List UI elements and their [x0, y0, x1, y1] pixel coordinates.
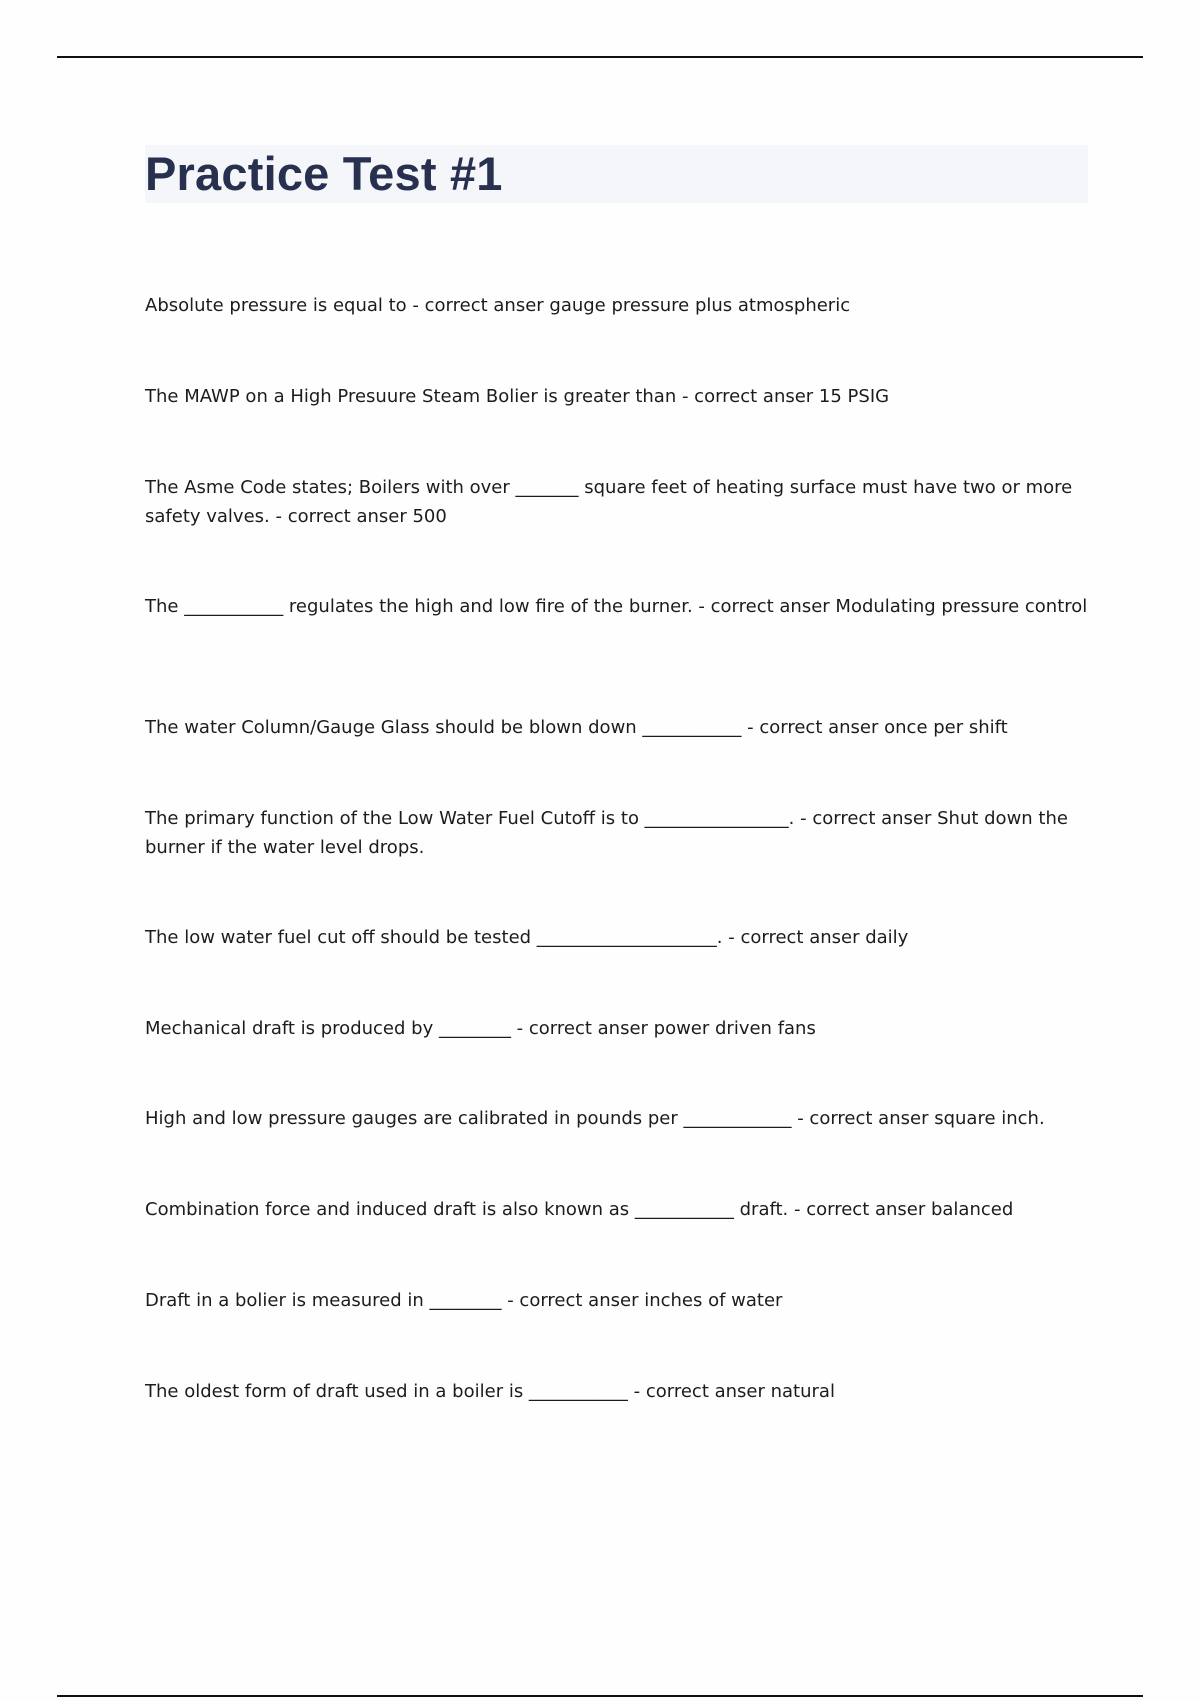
question-item: The ___________ regulates the high and low fire of the burner. - correct anser Modulating pressure control — [145, 596, 1088, 617]
question-item: Draft in a bolier is measured in ________ - correct anser inches of water — [145, 1290, 783, 1311]
question-item: The oldest form of draft used in a boiler is ___________ - correct anser natural — [145, 1381, 835, 1402]
page-title: Practice Test #1 — [145, 147, 503, 200]
header-rule — [57, 56, 1143, 58]
question-item: The primary function of the Low Water Fuel Cutoff is to ________________. - correct anser Shut down the burner if the water level drops. — [145, 808, 1068, 858]
question-item: The low water fuel cut off should be tested ____________________. - correct anser daily — [145, 927, 909, 948]
question-item: The Asme Code states; Boilers with over _______ square feet of heating surface must have two or more safety valves. - correct anser 500 — [145, 477, 1073, 527]
question-item: The MAWP on a High Presuure Steam Bolier is greater than - correct anser 15 PSIG — [145, 386, 890, 407]
question-item: Combination force and induced draft is also known as ___________ draft. - correct anser balanced — [145, 1199, 1014, 1220]
question-item: The water Column/Gauge Glass should be blown down ___________ - correct anser once per shift — [145, 717, 1008, 738]
question-item: Mechanical draft is produced by ________ - correct anser power driven fans — [145, 1018, 816, 1039]
footer-rule — [57, 1695, 1143, 1697]
question-item: High and low pressure gauges are calibrated in pounds per ____________ - correct anser square inch. — [145, 1108, 1045, 1129]
question-item: Absolute pressure is equal to - correct anser gauge pressure plus atmospheric — [145, 295, 851, 316]
